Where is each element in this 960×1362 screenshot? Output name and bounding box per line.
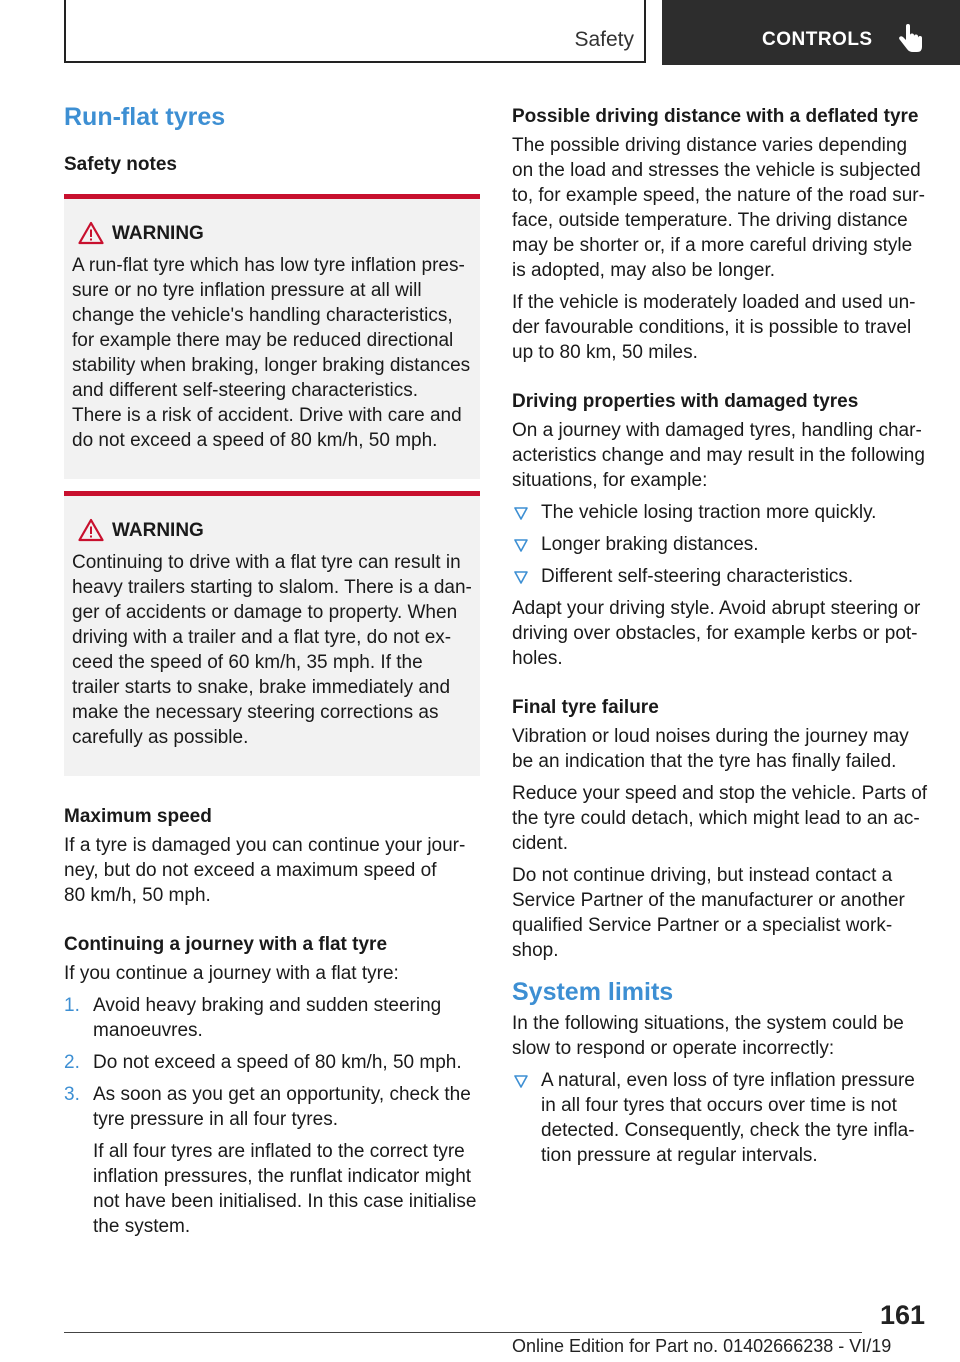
subheading-final-failure: Final tyre failure	[512, 697, 659, 718]
warning-triangle-icon	[78, 221, 104, 245]
footer-edition: Online Edition for Part no. 01402666238 - VI/19	[512, 1336, 892, 1356]
step-note: If all four tyres are inflated to the correct tyre inflation pressures, the runflat indicator might not have been initialised. In this case initialise the system.	[93, 1141, 477, 1237]
paragraph: If a tyre is damaged you can continue your jour- ney, but do not exceed a maximum speed of 80 km/h, 50 mph.	[64, 835, 466, 906]
warning-box	[64, 194, 480, 479]
paragraph: Reduce your speed and stop the vehicle. Parts of the tyre could detach, which might lead to an ac- cident.	[512, 783, 928, 854]
paragraph: In the following situations, the system could be slow to respond or operate incorrectly:	[512, 1013, 904, 1059]
footer-divider	[64, 1332, 862, 1333]
warning-text: A run-flat tyre which has low tyre inflation pres- sure or no tyre inflation pressure at all will change the vehicle's handling characteristics, for example there may be reduced directional stability when braking, longer braking distances and different self-steering characteristics. There is a risk of accident. Drive with care and do not exceed a speed of 80 km/h, 50 mph.	[72, 255, 471, 451]
header-section-title: Safety	[574, 28, 634, 51]
steps-list	[64, 993, 480, 1239]
step-number: 3.	[64, 1084, 80, 1105]
subheading-max-speed: Maximum speed	[64, 806, 212, 827]
subheading-continuing: Continuing a journey with a flat tyre	[64, 934, 388, 955]
bullet-list	[512, 500, 928, 589]
header-frame	[64, 0, 646, 63]
paragraph: Vibration or loud noises during the journey may be an indication that the tyre has finally failed.	[512, 726, 909, 772]
warning-text: Continuing to drive with a flat tyre can result in heavy trailers starting to slalom. There is a dan- ger of accidents or damage to property. When driving with a trailer and a flat tyre, do not ex- ceed the speed of 60 km/h, 35 mph. If the trailer starts to snake, brake immediately and make the necessary steering corrections as carefully as possible.	[72, 552, 472, 748]
header-chapter-tab[interactable]	[662, 0, 960, 65]
list-item: 1. Avoid heavy braking and sudden steering manoeuvres.	[64, 995, 442, 1041]
step-number: 1.	[64, 995, 80, 1016]
safety-notes-title: Safety notes	[64, 154, 177, 175]
list-item: 2. Do not exceed a speed of 80 km/h, 50 mph.	[64, 1052, 462, 1073]
hand-pointer-icon	[896, 24, 924, 54]
warning-title-text: WARNING	[112, 520, 204, 541]
subheading-damaged-tyres: Driving properties with damaged tyres	[512, 391, 859, 412]
list-item: 3. As soon as you get an opportunity, check the tyre pressure in all four tyres. If all four tyres are inflated to the correct tyre inflation pressures, the runflat indicator might not have been initialised. In this case initialise the system.	[64, 1082, 480, 1239]
section-heading-system-limits: System limits	[512, 978, 674, 1006]
subheading-driving-distance: Possible driving distance with a deflated tyre	[512, 106, 919, 127]
left-column	[64, 100, 480, 1246]
paragraph: Adapt your driving style. Avoid abrupt steering or driving over obstacles, for example kerbs or pot- holes.	[512, 598, 921, 669]
right-column	[512, 104, 928, 1175]
list-item: Different self-steering characteristics.	[512, 564, 928, 589]
section-heading: Run-flat tyres	[64, 103, 226, 131]
warning-box	[64, 491, 480, 776]
page-number: 161	[879, 1300, 925, 1330]
paragraph: On a journey with damaged tyres, handling char- acteristics change and may result in the following situations, for example:	[512, 420, 925, 491]
warning-title-text: WARNING	[112, 223, 204, 244]
bullet-triangle-icon	[514, 1075, 528, 1088]
bullet-triangle-icon	[514, 539, 528, 552]
bullet-triangle-icon	[514, 507, 528, 520]
list-item: Longer braking distances.	[512, 532, 928, 557]
bullet-list	[512, 1068, 928, 1168]
list-item: A natural, even loss of tyre inflation pressure in all four tyres that occurs over time is not detected. Consequently, check the tyre infla- tion pressure at regular intervals.	[512, 1068, 928, 1168]
chapter-tab-label: CONTROLS	[762, 29, 873, 50]
paragraph: Do not continue driving, but instead contact a Service Partner of the manufacturer or another qualified Service Partner or a specialist work- shop.	[512, 865, 905, 961]
warning-title	[72, 221, 472, 247]
bullet-triangle-icon	[514, 571, 528, 584]
warning-title	[72, 518, 472, 544]
list-item: The vehicle losing traction more quickly.	[512, 500, 928, 525]
paragraph: The possible driving distance varies depending on the load and stresses the vehicle is subjected to, for example speed, the nature of the road sur- face, outside temperature. The driving distance may be shorter or, if a more careful driving style is adopted, may also be longer.	[512, 135, 925, 281]
warning-triangle-icon	[78, 518, 104, 542]
paragraph: If you continue a journey with a flat tyre:	[64, 963, 399, 984]
step-number: 2.	[64, 1052, 80, 1073]
paragraph: If the vehicle is moderately loaded and used un- der favourable conditions, it is possible to travel up to 80 km, 50 miles.	[512, 292, 916, 363]
